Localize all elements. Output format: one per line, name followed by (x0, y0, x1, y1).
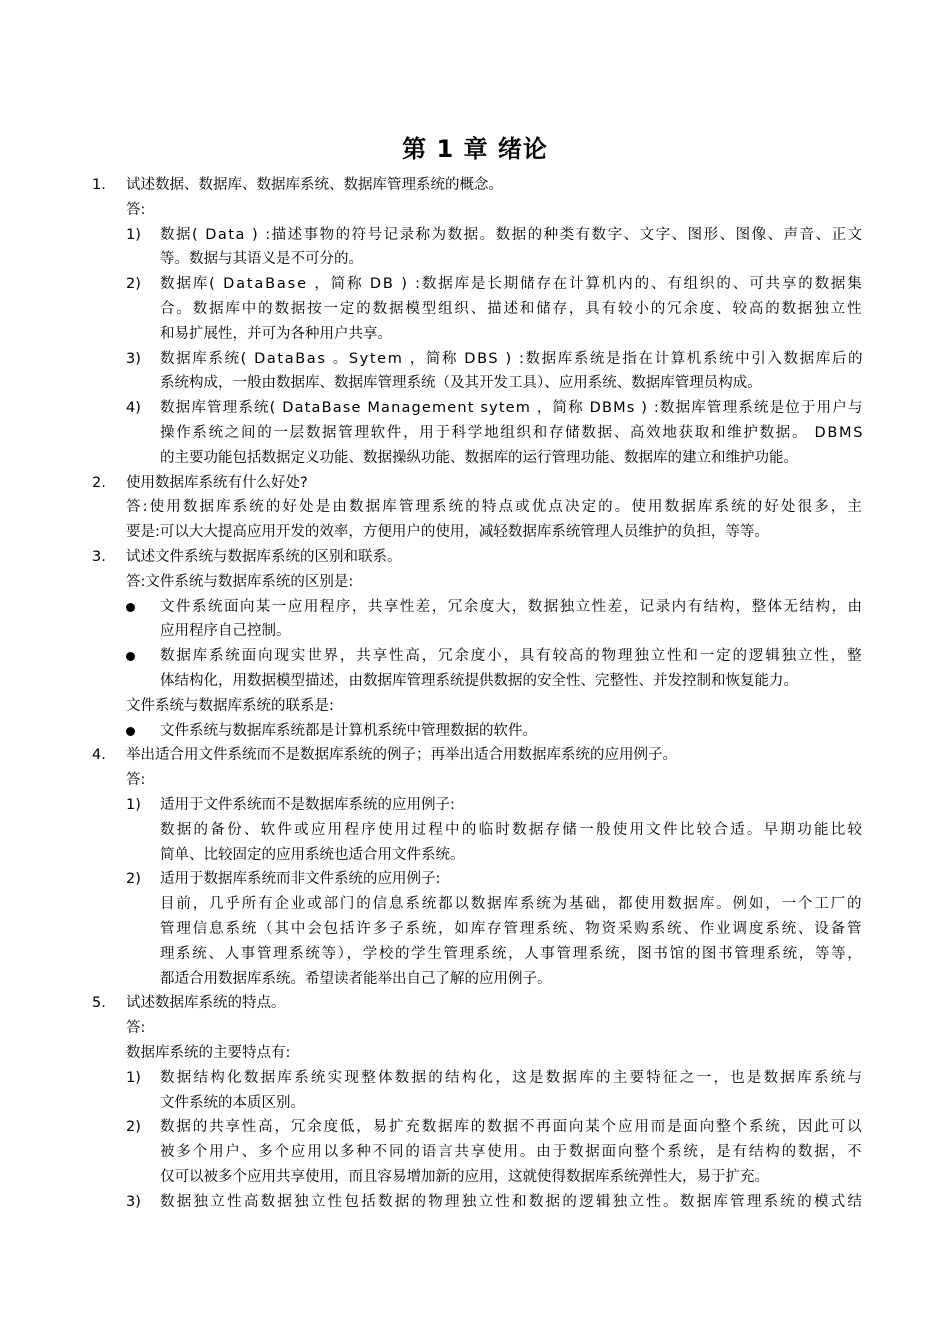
question-text: 试述数据库系统的特点。 (126, 995, 286, 1012)
item-text: 操作系统之间的一层数据管理软件，用于科学地组织和存储数据、高效地获取和维护数据。 DBMS (160, 425, 865, 441)
item-number: 1) (126, 797, 141, 813)
item-text: 数据独立性高数据独立性包括数据的物理独立性和数据的逻辑独立性。数据库管理系统的模式结 (160, 1193, 865, 1210)
item-text: 等。数据与其语义是不可分的。 (160, 251, 363, 268)
item-text: 和易扩展性，并可为各种用户共享。 (160, 325, 392, 342)
item-number: 1) (126, 226, 141, 243)
item-text: 管理信息系统（其中会包括许多子系统，如库存管理系统、物资采购系统、作业调度系统、设备管 (160, 921, 864, 937)
bullet-item-text: 体结构化，用数据模型描述，由数据库管理系统提供数据的安全性、完整性、并发控制和恢复能力。 (160, 673, 798, 689)
item-number: 3) (126, 1193, 141, 1210)
item-text: 数据库系统( DataBas 。Sytem ，简称 DBS ) :数据库系统是指在计算机系统中引入数据库后的 (160, 350, 865, 367)
chapter-title: 第 1 章 绪论 (402, 135, 548, 163)
item-text: 简单、比较固定的应用系统也适合用文件系统。 (160, 846, 465, 863)
item-text: 合。数据库中的数据按一定的数据模型组织、描述和储存，具有较小的冗余度、较高的数据独立性 (160, 301, 864, 317)
item-number: 4) (126, 400, 141, 417)
answer-label: 答: (126, 1020, 146, 1037)
bullet-item-text: 文件系统与数据库系统都是计算机系统中管理数据的软件。 (160, 722, 537, 739)
bullet-icon (126, 603, 135, 612)
answer-text: 要是:可以大大提高应用开发的效率，方便用户的使用，减轻数据库系统管理人员维护的负担，等等。 (126, 524, 769, 541)
question-text: 试述数据、数据库、数据库系统、数据库管理系统的概念。 (126, 177, 503, 193)
bullet-item-text: 应用程序自己控制。 (160, 623, 291, 640)
item-text: 被多个用户、多个应用以多种不同的语言共享使用。由于数据面向整个系统，是有结构的数据，不 (160, 1144, 864, 1161)
bullet-item-text: 文件系统面向某一应用程序，共享性差，冗余度大，数据独立性差，记录内有结构，整体无结构，由 (160, 598, 864, 615)
item-number: 3) (126, 350, 141, 367)
item-number: 2) (126, 276, 141, 293)
item-text: 都适合用数据库系统。希望读者能举出自己了解的应用例子。 (160, 970, 552, 987)
item-text: 适用于文件系统而不是数据库系统的应用例子: (160, 797, 455, 813)
item-text: 仅可以被多个应用共享使用，而且容易增加新的应用，这就使得数据库系统弹性大，易于扩充。 (160, 1169, 769, 1185)
answer-text: 数据库系统的主要特点有: (126, 1045, 291, 1061)
item-text: 理系统、人事管理系统等），学校的学生管理系统，人事管理系统，图书馆的图书管理系统，等等， (160, 945, 864, 962)
item-text: 数据库( DataBase ，简称 DB ) :数据库是长期储存在计算机内的、有组织的、可共享的数据集 (160, 276, 864, 293)
question-text: 使用数据库系统有什么好处? (126, 474, 308, 491)
answer-text: 文件系统与数据库系统的联系是: (126, 697, 334, 714)
question-number: 4. (92, 747, 106, 764)
answer-label: 答: (126, 772, 146, 789)
question-number: 5. (92, 995, 106, 1012)
item-number: 1) (126, 1069, 141, 1086)
bullet-icon (126, 652, 135, 661)
answer-text: 答:文件系统与数据库系统的区别是: (126, 573, 354, 590)
item-text: 系统构成，一般由数据库、数据库管理系统（及其开发工具）、应用系统、数据库管理员构成。 (160, 375, 762, 392)
item-text: 数据( Data ) :描述事物的符号记录称为数据。数据的种类有数字、文字、图形、图像、声音、正文 (160, 226, 864, 243)
item-text: 数据的共享性高，冗余度低，易扩充数据库的数据不再面向某个应用而是面向整个系统，因此可以 (160, 1119, 864, 1136)
item-text: 文件系统的本质区别。 (160, 1094, 305, 1111)
bullet-item-text: 数据库系统面向现实世界，共享性高，冗余度小，具有较高的物理独立性和一定的逻辑独立性，整 (160, 648, 864, 665)
item-text: 适用于数据库系统而非文件系统的应用例子: (160, 871, 441, 888)
item-text: 目前，几乎所有企业或部门的信息系统都以数据库系统为基础，都使用数据库。例如，一个工厂的 (160, 896, 864, 913)
item-text: 的主要功能包括数据定义功能、数据操纵功能、数据库的运行管理功能、数据库的建立和维护功能。 (160, 449, 798, 466)
item-text: 数据结构化数据库系统实现整体数据的结构化，这是数据库的主要特征之一，也是数据库系统与 (160, 1069, 865, 1086)
question-text: 试述文件系统与数据库系统的区别和联系。 (126, 549, 402, 565)
question-number: 3. (92, 549, 106, 565)
item-number: 2) (126, 1119, 141, 1136)
question-number: 1. (92, 177, 106, 193)
item-text: 数据的备份、软件或应用程序使用过程中的临时数据存储一般使用文件比较合适。早期功能比较 (160, 821, 865, 838)
item-number: 2) (126, 871, 141, 888)
answer-text: 答:使用数据库系统的好处是由数据库管理系统的特点或优点决定的。使用数据库系统的好处很多，主 (126, 499, 864, 516)
question-number: 2. (92, 474, 106, 491)
item-text: 数据库管理系统( DataBase Management sytem ，简称 DBMs ) :数据库管理系统是位于用户与 (160, 400, 864, 417)
question-text: 举出适合用文件系统而不是数据库系统的例子；再举出适合用数据库系统的应用例子。 (126, 747, 677, 764)
answer-label: 答: (126, 201, 146, 218)
bullet-icon (126, 727, 135, 736)
